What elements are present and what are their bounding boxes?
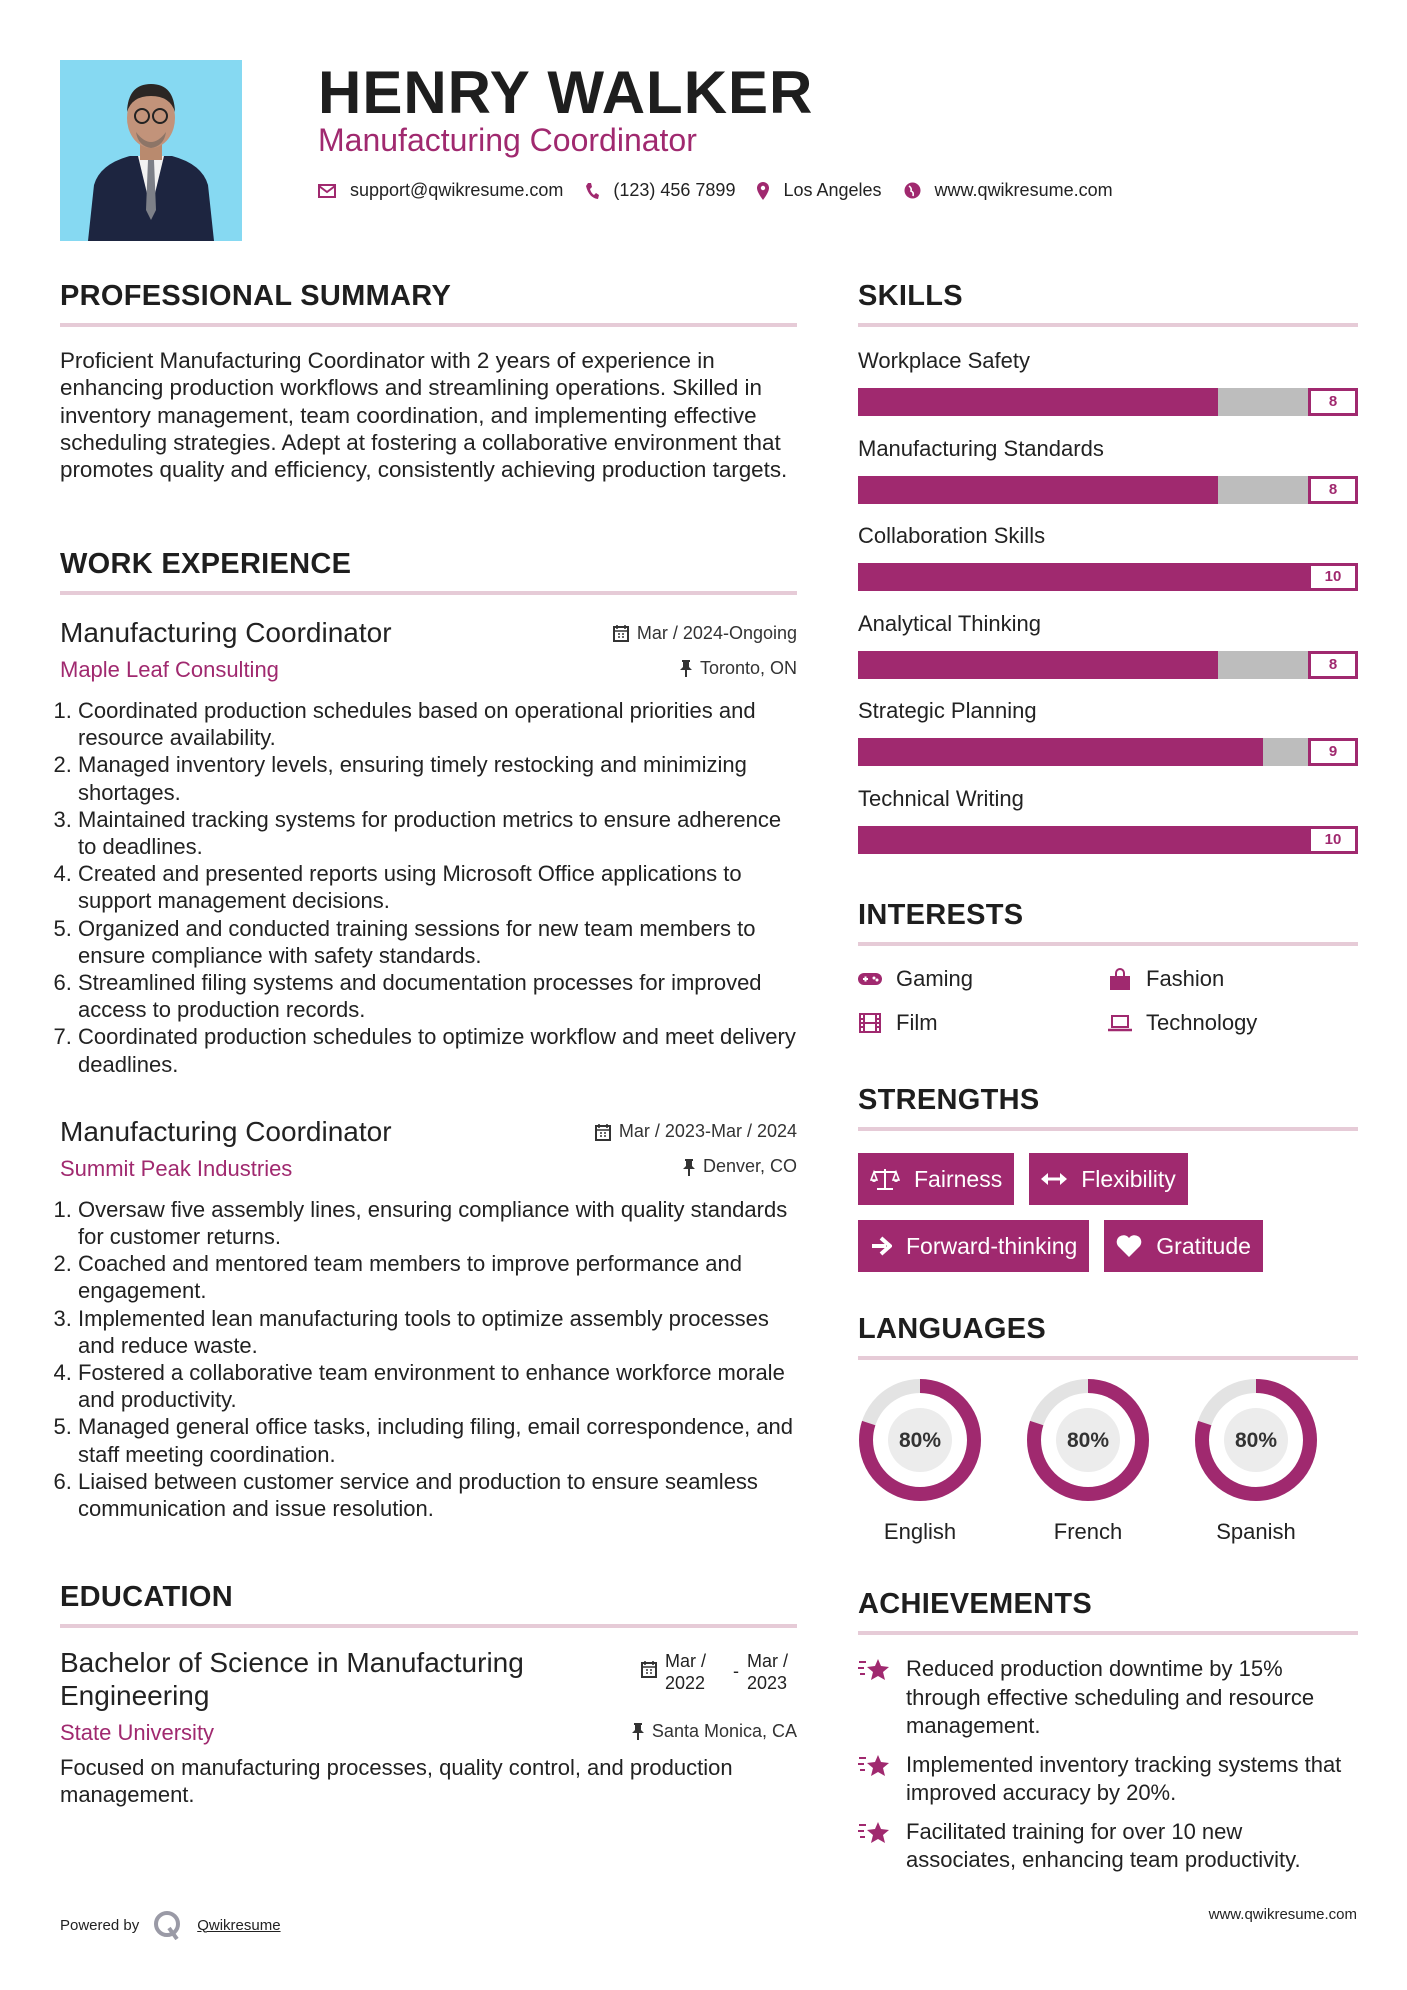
section-heading: EDUCATION bbox=[60, 1581, 233, 1613]
job-location bbox=[683, 1156, 797, 1177]
brand-link[interactable]: Qwikresume bbox=[197, 1916, 281, 1934]
skill-value: 10 bbox=[1308, 563, 1358, 591]
phone-icon bbox=[585, 182, 599, 200]
skill-item bbox=[858, 786, 1358, 874]
duty-item: 4. Fostered a collaborative team environment to enhance workforce morale and productivity. bbox=[78, 1359, 797, 1413]
balance-scale-icon bbox=[870, 1167, 900, 1191]
summary-text: Proficient Manufacturing Coordinator with 2 years of experience in enhancing production workflows and streamlining operations. Skilled in inventory management, team coordination, and implementing effective scheduling strategies. Adept at fostering a collaborative environment that promotes quality and efficiency, consistently achieving production targets. bbox=[60, 348, 788, 483]
shooting-star-icon bbox=[858, 1753, 890, 1779]
duty-item: 3. Maintained tracking systems for production metrics to ensure adherence to deadlines. bbox=[78, 806, 797, 860]
job-title: Manufacturing Coordinator bbox=[60, 617, 392, 648]
achievement-text: Implemented inventory tracking systems that improved accuracy by 20%. bbox=[906, 1751, 1342, 1805]
email-text: support@qwikresume.com bbox=[350, 180, 564, 200]
location-text: Denver, CO bbox=[702, 1156, 797, 1177]
date-text: Mar / 2023-Mar / 2024 bbox=[618, 1121, 797, 1142]
language-item bbox=[1026, 1378, 1150, 1545]
strength-label: Flexibility bbox=[1081, 1165, 1176, 1192]
duty-item: 1. Oversaw five assembly lines, ensuring compliance with quality standards for customer returns. bbox=[78, 1196, 797, 1250]
language-percent: 80% bbox=[898, 1429, 942, 1452]
language-item bbox=[1194, 1378, 1318, 1545]
section-divider bbox=[60, 323, 797, 327]
school-name: State University bbox=[60, 1720, 215, 1745]
shooting-star-icon bbox=[858, 1657, 890, 1683]
language-percent: 80% bbox=[1066, 1429, 1110, 1452]
interest-item bbox=[1108, 1010, 1358, 1036]
achievement-item bbox=[858, 1751, 1358, 1808]
skill-bar bbox=[858, 563, 1358, 591]
section-heading: STRENGTHS bbox=[858, 1084, 1040, 1116]
skill-value: 8 bbox=[1308, 476, 1358, 504]
qwikresume-logo-icon bbox=[153, 1910, 183, 1940]
date-separator: - bbox=[733, 1661, 739, 1681]
skill-name: Analytical Thinking bbox=[858, 610, 1042, 636]
skill-item bbox=[858, 523, 1358, 611]
thumbtack-icon bbox=[632, 1722, 644, 1740]
interest-item bbox=[1108, 966, 1358, 992]
footer-powered bbox=[60, 1910, 281, 1940]
interest-item bbox=[858, 1010, 1108, 1036]
shooting-star-icon bbox=[858, 1820, 890, 1846]
section-divider bbox=[60, 1624, 797, 1628]
contact-phone[interactable] bbox=[585, 180, 735, 201]
section-divider bbox=[858, 942, 1358, 946]
job-title: Manufacturing Coordinator bbox=[60, 1115, 392, 1147]
experience-section bbox=[60, 548, 797, 1522]
languages-section bbox=[858, 1313, 1358, 1545]
duty-item: 4. Created and presented reports using Microsoft Office applications to support management decisions. bbox=[78, 860, 797, 914]
skill-value: 10 bbox=[1308, 826, 1358, 854]
strengths-section bbox=[858, 1084, 1358, 1272]
profile-photo bbox=[60, 60, 242, 241]
language-name: Spanish bbox=[1216, 1519, 1296, 1544]
start-date: Mar / 2022 bbox=[665, 1651, 707, 1693]
language-item bbox=[858, 1378, 982, 1545]
achievement-item bbox=[858, 1655, 1358, 1741]
interest-item bbox=[858, 966, 1108, 992]
strength-label: Gratitude bbox=[1156, 1232, 1251, 1259]
language-name: French bbox=[1053, 1519, 1123, 1544]
arrow-right-icon bbox=[870, 1236, 892, 1256]
skill-bar-fill bbox=[858, 738, 1263, 766]
skill-bar bbox=[858, 826, 1358, 854]
duty-item: 7. Coordinated production schedules to optimize workflow and meet delivery deadlines. bbox=[78, 1023, 797, 1077]
location-text: Santa Monica, CA bbox=[651, 1720, 797, 1741]
skill-bar-fill bbox=[858, 388, 1218, 416]
envelope-icon bbox=[318, 183, 336, 199]
contact-location bbox=[757, 180, 881, 201]
job-dates bbox=[595, 1121, 797, 1142]
calendar-icon bbox=[613, 624, 629, 642]
interest-label: Film bbox=[896, 1010, 938, 1035]
shopping-bag-icon bbox=[1108, 968, 1132, 990]
section-divider bbox=[858, 323, 1358, 327]
skill-name: Workplace Safety bbox=[858, 348, 1031, 373]
job-entry bbox=[60, 617, 797, 1078]
duty-item: 6. Streamlined filing systems and documentation processes for improved access to production records. bbox=[78, 969, 797, 1023]
company-name: Summit Peak Industries bbox=[60, 1155, 293, 1181]
interest-label: Gaming bbox=[896, 966, 974, 991]
section-heading: PROFESSIONAL SUMMARY bbox=[60, 280, 452, 312]
skill-bar bbox=[858, 476, 1358, 504]
skill-bar-fill bbox=[858, 476, 1218, 504]
location-text: Toronto, ON bbox=[699, 657, 797, 678]
skill-name: Strategic Planning bbox=[858, 698, 1037, 724]
strength-chip bbox=[858, 1153, 1014, 1205]
degree-title: Bachelor of Science in Manufacturing Engineering bbox=[60, 1647, 524, 1711]
skill-bar bbox=[858, 651, 1358, 679]
skill-item bbox=[858, 698, 1358, 786]
skill-bar-fill bbox=[858, 826, 1358, 854]
section-heading: LANGUAGES bbox=[858, 1313, 1046, 1345]
language-donut bbox=[1026, 1378, 1150, 1502]
section-heading: ACHIEVEMENTS bbox=[858, 1588, 1093, 1620]
candidate-title: Manufacturing Coordinator bbox=[318, 122, 697, 158]
company-name: Maple Leaf Consulting bbox=[60, 657, 279, 682]
film-icon bbox=[858, 1013, 882, 1033]
strength-label: Forward-thinking bbox=[906, 1232, 1078, 1259]
duty-list bbox=[60, 1196, 797, 1522]
skill-value: 8 bbox=[1308, 388, 1358, 416]
map-pin-icon bbox=[757, 182, 769, 200]
achievement-text: Reduced production downtime by 15% through effective scheduling and resource management. bbox=[906, 1656, 1315, 1738]
globe-icon bbox=[904, 182, 921, 199]
skill-name: Collaboration Skills bbox=[858, 523, 1046, 549]
skill-bar-fill bbox=[858, 563, 1358, 591]
skill-bar bbox=[858, 738, 1358, 766]
duty-item: 5. Managed general office tasks, including filing, email correspondence, and staff meeting coordination. bbox=[78, 1413, 797, 1467]
interest-label: Fashion bbox=[1146, 966, 1225, 991]
achievement-text: Facilitated training for over 10 new associates, enhancing team productivity. bbox=[906, 1818, 1301, 1872]
section-divider bbox=[858, 1356, 1358, 1360]
skill-name: Technical Writing bbox=[858, 785, 1024, 811]
skill-bar-fill bbox=[858, 651, 1218, 679]
language-donut bbox=[858, 1378, 982, 1502]
duty-item: 2. Managed inventory levels, ensuring timely restocking and minimizing shortages. bbox=[78, 751, 797, 805]
summary-section bbox=[60, 280, 797, 483]
calendar-icon bbox=[641, 1660, 657, 1678]
duty-item: 2. Coached and mentored team members to improve performance and engagement. bbox=[78, 1250, 797, 1304]
education-section bbox=[60, 1581, 797, 1809]
skills-section bbox=[858, 280, 1358, 874]
section-heading: WORK EXPERIENCE bbox=[60, 548, 352, 580]
gamepad-icon bbox=[858, 971, 882, 987]
strength-chip bbox=[858, 1220, 1089, 1272]
heart-icon bbox=[1116, 1235, 1142, 1257]
footer-website[interactable]: www.qwikresume.com bbox=[1208, 1906, 1357, 1923]
laptop-icon bbox=[1108, 1014, 1132, 1032]
skill-name: Manufacturing Standards bbox=[858, 435, 1104, 461]
education-location bbox=[632, 1721, 797, 1742]
section-heading: INTERESTS bbox=[858, 899, 1024, 931]
skill-bar bbox=[858, 388, 1358, 416]
date-text: Mar / 2024-Ongoing bbox=[636, 622, 797, 643]
job-entry bbox=[60, 1116, 797, 1522]
powered-by-text: Powered by bbox=[60, 1916, 140, 1934]
duty-list bbox=[60, 697, 797, 1078]
strength-chip bbox=[1029, 1153, 1188, 1205]
candidate-name: HENRY WALKER bbox=[318, 59, 814, 126]
skill-item bbox=[858, 611, 1358, 699]
skill-item bbox=[858, 348, 1358, 436]
duty-item: 3. Implemented lean manufacturing tools to optimize assembly processes and reduce waste. bbox=[78, 1305, 797, 1359]
website-text: www.qwikresume.com bbox=[934, 180, 1113, 200]
interest-label: Technology bbox=[1146, 1010, 1258, 1035]
calendar-icon bbox=[595, 1123, 611, 1141]
duty-item: 5. Organized and conducted training sessions for new team members to ensure compliance with safety standards. bbox=[78, 915, 797, 969]
duty-item: 1. Coordinated production schedules based on operational priorities and resource availability. bbox=[78, 697, 797, 751]
contact-bar bbox=[318, 180, 1135, 201]
section-heading: SKILLS bbox=[858, 280, 963, 312]
strength-chip bbox=[1104, 1220, 1263, 1272]
phone-text: (123) 456 7899 bbox=[613, 180, 736, 200]
job-location bbox=[680, 658, 797, 679]
section-divider bbox=[60, 591, 797, 595]
skill-value: 9 bbox=[1308, 738, 1358, 766]
end-date: Mar / 2023 bbox=[747, 1651, 789, 1693]
skill-value: 8 bbox=[1308, 651, 1358, 679]
strength-label: Fairness bbox=[914, 1165, 1003, 1192]
interests-section bbox=[858, 899, 1358, 1036]
thumbtack-icon bbox=[680, 659, 692, 677]
contact-email[interactable] bbox=[318, 180, 563, 201]
language-name: English bbox=[883, 1519, 957, 1544]
contact-website[interactable] bbox=[904, 180, 1113, 201]
arrows-horizontal-icon bbox=[1041, 1172, 1067, 1186]
thumbtack-icon bbox=[683, 1158, 695, 1176]
language-percent: 80% bbox=[1234, 1429, 1278, 1452]
achievement-item bbox=[858, 1818, 1358, 1875]
section-divider bbox=[858, 1631, 1358, 1635]
skill-item bbox=[858, 436, 1358, 524]
language-donut bbox=[1194, 1378, 1318, 1502]
education-description: Focused on manufacturing processes, quality control, and production management. bbox=[60, 1755, 733, 1808]
location-text: Los Angeles bbox=[783, 180, 882, 200]
section-divider bbox=[858, 1127, 1358, 1131]
achievements-section bbox=[858, 1588, 1358, 1885]
job-dates bbox=[613, 623, 797, 644]
education-dates bbox=[641, 1650, 797, 1712]
duty-item: 6. Liaised between customer service and production to ensure seamless communication and issue resolution. bbox=[78, 1468, 797, 1522]
